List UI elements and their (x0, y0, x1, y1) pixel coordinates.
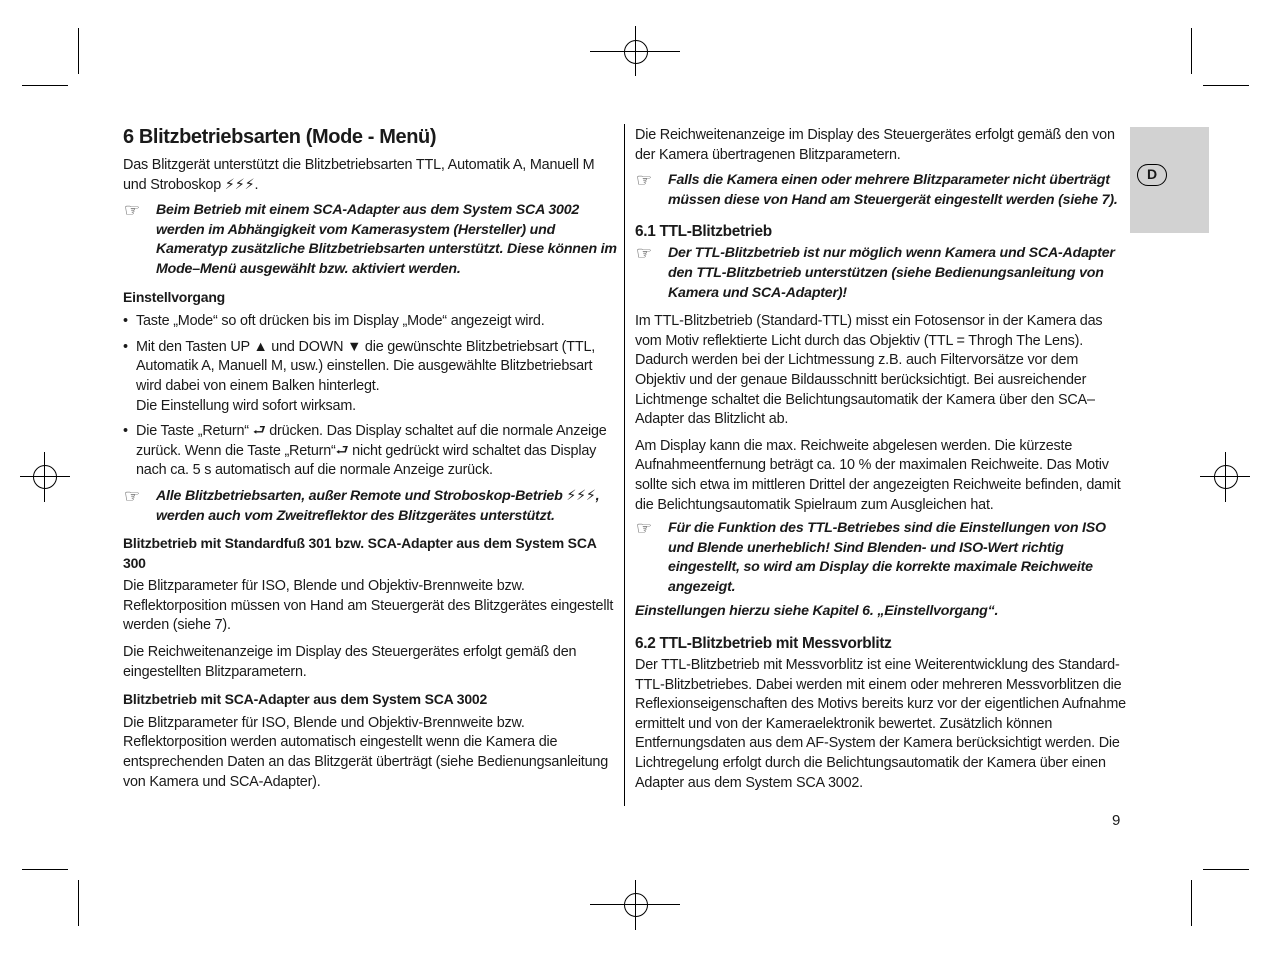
list-item-text: Mit den Tasten UP ▲ und DOWN ▼ die gewünschte Blitzbetriebsart (TTL, Automatik A, Manuell M, usw.) einstellen. Die ausgewählte Blitzbetriebsart wird dabei von einem Balken hinterlegt. (136, 338, 596, 394)
list-item (123, 338, 617, 416)
registration-mark-bottom (590, 880, 680, 930)
crop-mark (78, 880, 79, 926)
registration-mark-left (20, 452, 70, 502)
heading-standardfuss: Blitzbetrieb mit Standardfuß 301 bzw. SCA-Adapter aus dem System SCA 300 (123, 535, 597, 571)
crop-mark (1203, 869, 1249, 870)
note-text: Der TTL-Blitzbetrieb ist nur möglich wenn Kamera und SCA-Adapter den TTL-Blitzbetrieb unterstützen (siehe Bedienungsanleitung von Kamera und SCA-Adapter)! (668, 245, 1115, 301)
pointing-hand-icon: ☞ (124, 200, 140, 221)
crop-mark (78, 28, 79, 74)
paragraph: Am Display kann die max. Reichweite abgelesen werden. Die kürzeste Aufnahmeentfernung beträgt ca. 10 % der maximalen Reichweite. Das Motiv sollte sich etwa im mittleren Drittel der angezeigten Reichweite befinden, damit die Belichtungsautomatik Spielraum zum Ausgleichen hat. (635, 437, 1121, 513)
crop-mark (1191, 28, 1192, 74)
reference-note: Einstellungen hierzu siehe Kapitel 6. „Einstellvorgang“. (635, 603, 999, 620)
heading-sca-3002: Blitzbetrieb mit SCA-Adapter aus dem System SCA 3002 (123, 691, 488, 708)
list-item (123, 312, 617, 332)
list-item-text: Die Taste „Return“ ⮐ drücken. Das Display schaltet auf die normale Anzeige zurück. Wenn die Taste „Return“⮐ nicht gedrückt wird schaltet das Display nach ca. 5 s automatisch auf die normale Anzeige zurück. (136, 423, 607, 479)
heading-6-2: 6.2 TTL-Blitzbetrieb mit Messvorblitz (635, 635, 892, 653)
crop-mark (22, 85, 68, 86)
pointing-hand-icon: ☞ (636, 170, 652, 191)
crop-mark (1203, 85, 1249, 86)
intro-paragraph: Das Blitzgerät unterstützt die Blitzbetriebsarten TTL, Automatik A, Manuell M und Stroboskop ⚡⚡⚡. (123, 157, 595, 193)
paragraph: Die Reichweitenanzeige im Display des Steuergerätes erfolgt gemäß den von der Kamera übertragenen Blitzparametern. (635, 127, 1115, 163)
pointing-hand-icon: ☞ (124, 485, 140, 506)
crop-mark (1191, 880, 1192, 926)
bullet: • (123, 313, 128, 330)
paragraph: Im TTL-Blitzbetrieb (Standard-TTL) misst ein Fotosensor in der Kamera das vom Motiv reflektierte Licht durch das Objektiv (TTL = Throgh The Lens). Dadurch werden bei der Lichtmessung z.B. auch Filtervorsätze vor dem Objektiv und der genaue Bildausschnitt berücksichtigt. Bei ausreichender Lichtmenge schaltet die Belichtungsautomatik der Kamera über den SCA–Adapter das Blitzlicht ab. (635, 313, 1103, 428)
crop-mark (22, 869, 68, 870)
page-number: 9 (1112, 812, 1121, 829)
paragraph: Die Reichweitenanzeige im Display des Steuergerätes erfolgt gemäß den eingestellten Blitzparametern. (123, 644, 577, 680)
note-text: Alle Blitzbetriebsarten, außer Remote und Stroboskop-Betrieb ⚡⚡⚡, werden auch vom Zweitreflektor des Blitzgerätes unterstützt. (156, 487, 600, 524)
note-ttl (635, 244, 1129, 303)
pointing-hand-icon: ☞ (636, 518, 652, 539)
registration-mark-top (590, 26, 680, 76)
heading-einstellvorgang: Einstellvorgang (123, 288, 226, 305)
section-title: 6 Blitzbetriebsarten (Mode - Menü) (123, 126, 437, 148)
note-iso-blende (635, 519, 1129, 597)
note-zweitreflektor (123, 487, 617, 526)
right-column (635, 126, 1129, 793)
bullet: • (123, 423, 128, 440)
list-item (123, 422, 617, 481)
note-text: Für die Funktion des TTL-Betriebes sind die Einstellungen von ISO und Blende unerheblich! Sind Blenden- und ISO-Wert richtig eingestellt, so wird am Display die korrekte maximale Reichweite angezeigt. (668, 520, 1106, 595)
paragraph: Die Blitzparameter für ISO, Blende und Objektiv-Brennweite bzw. Reflektorposition werden automatisch eingestellt wenn die Kamera die entsprechenden Daten an das Blitzgerät überträgt (siehe Bedienungsanleitung von Kamera und SCA-Adapter). (123, 714, 609, 790)
left-column (123, 124, 617, 792)
pointing-hand-icon: ☞ (636, 243, 652, 264)
steps-list (123, 312, 617, 481)
registration-mark-right (1200, 452, 1250, 502)
heading-6-1: 6.1 TTL-Blitzbetrieb (635, 223, 772, 241)
note-sca-3002 (123, 201, 617, 279)
note-blitzparameter (635, 171, 1129, 210)
list-item-extra: Die Einstellung wird sofort wirksam. (136, 397, 356, 414)
bullet: • (123, 338, 128, 355)
note-text: Falls die Kamera einen oder mehrere Blitzparameter nicht überträgt müssen diese von Hand am Steuergerät eingestellt werden (siehe 7). (668, 172, 1118, 208)
language-tab-letter: D (1137, 164, 1167, 186)
paragraph: Der TTL-Blitzbetrieb mit Messvorblitz ist eine Weiterentwicklung des Standard-TTL-Blitzbetriebes. Dabei werden mit einem oder mehreren Messvorblitzen die Reflexionseigenschaften des Motivs bereits kurz vor der eigentlichen Aufnahme ermittelt und von der Kameraelektronik bewertet. Zusätzlich können Entfernungsdaten aus dem AF-System der Kamera berücksichtigt werden. Die Lichtregelung erfolgt durch die Belichtungsautomatik der Kamera über einen Adapter aus dem System SCA 3002. (635, 657, 1126, 791)
column-divider (624, 124, 625, 806)
list-item-text: Taste „Mode“ so oft drücken bis im Display „Mode“ angezeigt wird. (136, 313, 545, 330)
note-text: Beim Betrieb mit einem SCA-Adapter aus dem System SCA 3002 werden im Abhängigkeit vom Kamerasystem (Hersteller) und Kameratyp zusätzliche Blitzbetriebsarten unterstützt. Diese können im Mode–Menü ausgewählt bzw. aktiviert werden. (156, 202, 617, 277)
paragraph: Die Blitzparameter für ISO, Blende und Objektiv-Brennweite bzw. Reflektorposition müssen von Hand am Steuergerät des Blitzgerätes eingestellt werden (siehe 7). (123, 578, 614, 634)
